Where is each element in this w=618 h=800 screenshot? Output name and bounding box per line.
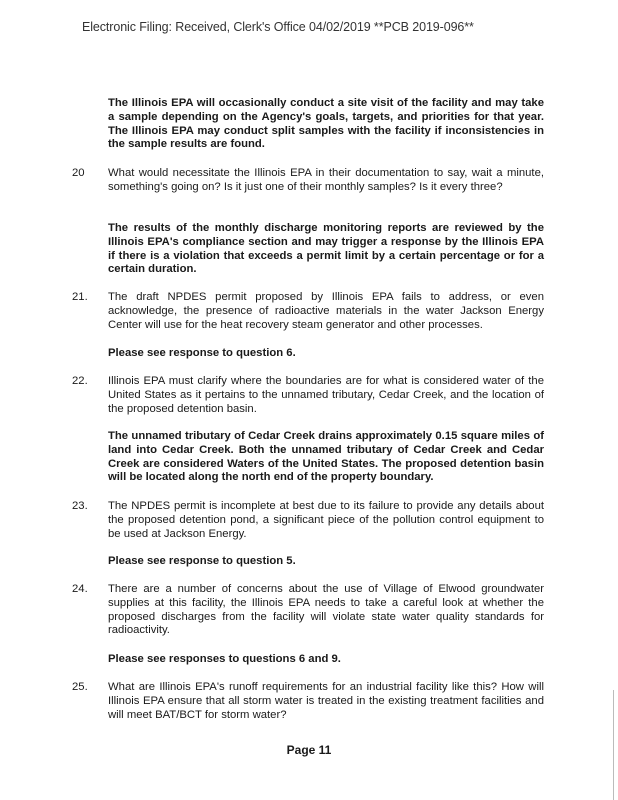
scan-edge-line — [613, 690, 614, 800]
question-number: 23. — [72, 500, 88, 512]
answer-paragraph: Please see responses to questions 6 and 9. — [108, 653, 341, 665]
question-number: 24. — [72, 583, 88, 595]
question-paragraph: The NPDES permit is incomplete at best due to its failure to provide any details about the proposed detention pond, a significant piece of the pollution control equipment to be used at Jackson Energy. — [108, 500, 544, 540]
answer-paragraph: The Illinois EPA will occasionally conduct a site visit of the facility and may take a sample depending on the Agency's goals, targets, and priorities for that year. The Illinois EPA may conduct split samples with the facility if inconsistencies in the sample results are found. — [108, 97, 544, 151]
question-number: 25. — [72, 681, 88, 693]
question-number: 22. — [72, 375, 88, 387]
question-paragraph: What are Illinois EPA's runoff requirements for an industrial facility like this? How will Illinois EPA ensure that all storm water is treated in the existing treatment facilities and will meet BAT/BCT for storm water? — [108, 681, 544, 721]
question-number: 21. — [72, 291, 88, 303]
answer-paragraph: Please see response to question 5. — [108, 555, 296, 567]
filing-stamp-header: Electronic Filing: Received, Clerk's Office 04/02/2019 **PCB 2019-096** — [82, 20, 474, 34]
answer-paragraph: The unnamed tributary of Cedar Creek drains approximately 0.15 square miles of land into Cedar Creek. Both the unnamed tributary of Cedar Creek and Cedar Creek are considered Waters of the United States. The proposed detention basin will be located along the north end of the property boundary. — [108, 430, 544, 484]
question-paragraph: The draft NPDES permit proposed by Illinois EPA fails to address, or even acknowledge, the presence of radioactive materials in the water Jackson Energy Center will use for the heat recovery steam generator and other processes. — [108, 291, 544, 331]
answer-paragraph: The results of the monthly discharge monitoring reports are reviewed by the Illinois EPA's compliance section and may trigger a response by the Illinois EPA if there is a violation that exceeds a permit limit by a certain percentage or for a certain duration. — [108, 222, 544, 276]
question-paragraph: Illinois EPA must clarify where the boundaries are for what is considered water of the United States as it pertains to the unnamed tributary, Cedar Creek, and the location of the proposed detention basin. — [108, 375, 544, 415]
question-number: 20 — [72, 167, 85, 179]
page-number: Page 11 — [286, 743, 332, 757]
question-paragraph: There are a number of concerns about the use of Village of Elwood groundwater supplies at this facility, the Illinois EPA needs to take a careful look at whether the proposed discharges from the facility will violate state water quality standards for radioactivity. — [108, 583, 544, 637]
question-paragraph: What would necessitate the Illinois EPA in their documentation to say, wait a minute, something's going on? Is it just one of their monthly samples? Is it every three? — [108, 167, 544, 193]
answer-paragraph: Please see response to question 6. — [108, 347, 296, 359]
